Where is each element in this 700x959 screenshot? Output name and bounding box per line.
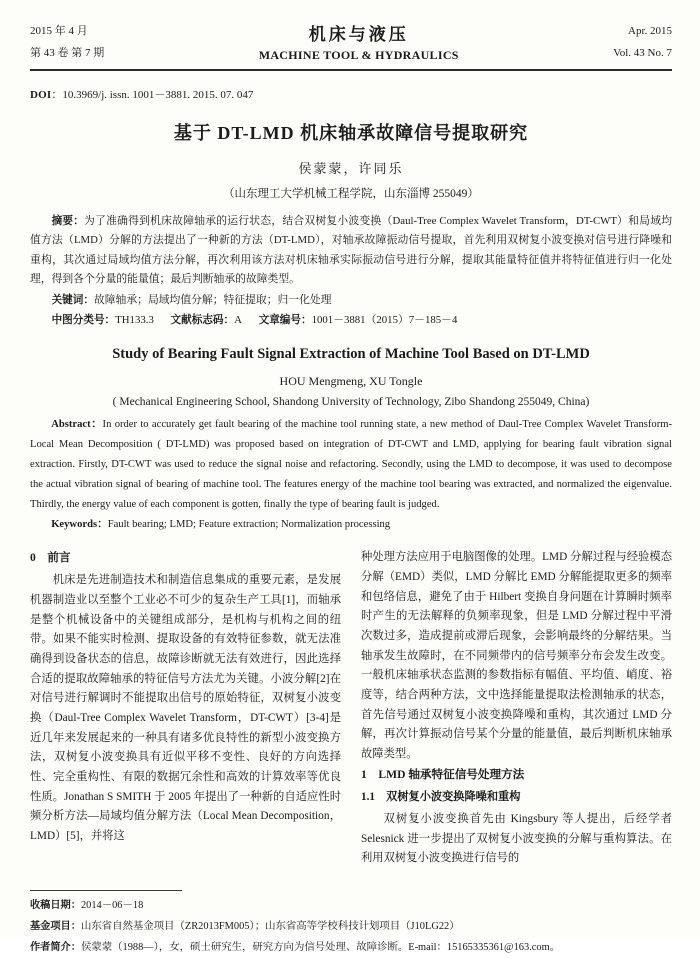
section-1-1-heading: 1.1 双树复小波变换降噪和重构 — [361, 790, 521, 803]
article-id-value: 1001－3881（2015）7－185－4 — [311, 314, 458, 327]
footnote-author-bio — [30, 938, 672, 959]
abstract-cn-label: 摘要： — [51, 215, 85, 227]
footnote-received-label: 收稿日期： — [30, 900, 81, 912]
section-1-heading: 1 LMD 轴承特征信号处理方法 — [361, 767, 525, 781]
article-id-label: 文章编号： — [258, 314, 312, 327]
footnote-funding-label: 基金项目： — [30, 921, 81, 933]
paper-authors-cn: 侯蒙蒙，许同乐 — [298, 161, 404, 176]
paper-title-en: Study of Bearing Fault Signal Extraction of Machine Tool Based on DT-LMD — [112, 345, 590, 362]
doi-label: DOI — [30, 89, 52, 101]
body-columns — [30, 548, 672, 886]
journal-date-cn: 2015 年 4 月 — [30, 25, 88, 37]
paper-affiliation-en: ( Mechanical Engineering School, Shandong University of Technology, Zibo Shandong 255049, China) — [112, 395, 590, 408]
journal-volume-en: Vol. 43 No. 7 — [613, 47, 672, 59]
keywords-en — [30, 515, 672, 535]
section-0-heading: 0 前言 — [30, 551, 71, 565]
document-code-value: A — [234, 314, 242, 327]
keywords-cn-text: 故障轴承；局域均值分解；特征提取；归一化处理 — [93, 293, 332, 306]
footnote-funding — [30, 917, 672, 938]
keywords-cn — [30, 291, 672, 310]
abstract-en-text: In order to accurately get fault bearing of the machine tool running state, a new method of Daul-Tree Complex Wavelet Transform-Local Mean Decomposition ( DT-LMD) was proposed based on integration of DT-CWT and LMD, applying for bearing fault vibration signal extraction. Firstly, DT-CWT was used to reduce the signal noise and refactoring. Secondly, using the LMD to decompose, it was used to decompose the actual vibration signal of bearing of machine tool. The features energy of the machine tool bearing was extracted, and normalized the eigenvalue. Thirdly, the energy value of each component is gotten, finally the type of bearing fault is judged. — [30, 418, 672, 511]
journal-volume-cn: 第 43 卷 第 7 期 — [30, 47, 105, 59]
keywords-en-text: Fault bearing; LMD; Feature extraction; Normalization processing — [107, 519, 391, 531]
journal-date-volume — [30, 20, 104, 64]
document-code — [171, 314, 242, 326]
journal-header — [30, 20, 672, 71]
paper-title-cn: 基于 DT-LMD 机床轴承故障信号提取研究 — [173, 123, 529, 143]
article-id — [259, 314, 458, 326]
doi-value: ：10.3969/j. issn. 1001－3881. 2015. 07. 047 — [51, 89, 254, 101]
keywords-cn-label: 关键词： — [51, 293, 94, 306]
clc-label: 中图分类号： — [51, 314, 116, 327]
body-column-left — [30, 548, 341, 886]
section-0-paragraph-continued: 种处理方法应用于电脑图像的处理。LMD 分解过程与经验模态分解（EMD）类似，LMD 分解比 EMD 分解能提取更多的频率和包络信息，避免了由于 Hilbert 变换自身问题在计算瞬时频率时产生的无法解释的负频率现象，但是 LMD 分解过程中平滑次数过多，造成提前或滞后现象，会影响最终的分解结果。当轴承发生故障时，在不同频带内的信号频率分布会发生改变。一般机床轴承状态监测的参数指标有幅值、平均值、峭度、裕度等，结合两种方法，文中选择能量提取法检测轴承的状态，首先信号通过双树复小波变换降噪和重构，其次通过 LMD 分解，再次计算振动信号某个分量的能量值，最后判断机床轴承故障类型。 — [361, 551, 672, 760]
journal-date-volume-en — [613, 20, 672, 64]
journal-date-en: Apr. 2015 — [628, 25, 672, 37]
paper-authors-en: HOU Mengmeng, XU Tongle — [279, 373, 423, 388]
classification-line — [30, 311, 672, 330]
body-column-right — [361, 548, 672, 886]
journal-title-block — [104, 20, 613, 64]
doi-line — [30, 86, 672, 102]
footnote-received-date — [30, 896, 672, 917]
abstract-cn-text: 为了准确得到机床故障轴承的运行状态，结合双树复小波变换（Daul-Tree Complex Wavelet Transform，DT-CWT）和局域均值方法（LMD）分解的方法提出了一种新的方法（DT-LMD），对轴承故障振动信号提取，首先利用双树复小波变换对信号进行降噪和重构，其次通过局域均值方法分解，再次利用该方法对机床轴承实际振动信号进行分解，提取其能量特征值并将特征值进行归一化处理，得到各个分量的能量值；最后判断轴承的故障类型。 — [30, 215, 673, 286]
paper-affiliation-cn: （山东理工大学机械工程学院，山东淄博 255049） — [223, 188, 479, 200]
footnote-funding-text: 山东省自然基金项目（ZR2013FM005）；山东省高等学校科技计划项目（J10LG22） — [80, 921, 460, 933]
footnote-divider — [30, 890, 182, 891]
document-code-label: 文献标志码： — [170, 314, 235, 327]
keywords-en-label: Keywords： — [51, 519, 108, 531]
journal-title-cn: 机床与液压 — [308, 25, 409, 44]
clc-number — [52, 314, 154, 326]
footnote-author-bio-label: 作者简介： — [30, 941, 81, 953]
abstract-cn — [30, 212, 672, 290]
abstract-en-label: Abstract： — [51, 418, 103, 430]
section-1-1-paragraph: 双树复小波变换首先由 Kingsbury 等人提出，后经学者 Selesnick 进一步提出了双树复小波变换的分解与重构算法。在利用双树复小波变换进行信号的 — [361, 813, 672, 865]
footnote-received-text: 2014－06－18 — [80, 900, 144, 912]
section-0-paragraph: 机床是先进制造技术和制造信息集成的重要元素，是发展机器制造业以至整个工业必不可少的复杂生产工具[1]，而轴承是整个机械设备中的关键组成部分，是机构与机构之间的纽带。如果不能实时检测、提取设备的有效特征参数，就无法准确得到设备状态的信息，故障诊断就无法有效进行，因此选择合适的提取故障轴承的特征信号方法尤为关键。小波分解[2]在对信号进行解调时不能提取出信号的原始特征，双树复小波变换（Daul-Tree Complex Wavelet Transform，DT-CWT）[3-4]是近几年来发展起来的一种具有诸多优良特性的新型小波变换方法，双树复小波变换具有近似平移不变性、良好的方向选择性、完全重构性、有限的数据冗余性和高效的计算效率等优良性质。Jonathan S SMITH 于 2005 年提出了一种新的自适应性时频分析方法—局域均值分解方法（Local Mean Decomposition，LMD）[5]，并将这 — [30, 574, 341, 842]
footnote-author-bio-text: 侯蒙蒙（1988—），女，硕士研究生，研究方向为信号处理、故障诊断。E-mail：15165335361@163.com。 — [80, 941, 561, 953]
journal-title-en: MACHINE TOOL & HYDRAULICS — [258, 48, 459, 62]
abstract-en — [30, 415, 672, 516]
clc-value: TH133.3 — [115, 314, 154, 327]
footnote-block — [30, 896, 672, 958]
